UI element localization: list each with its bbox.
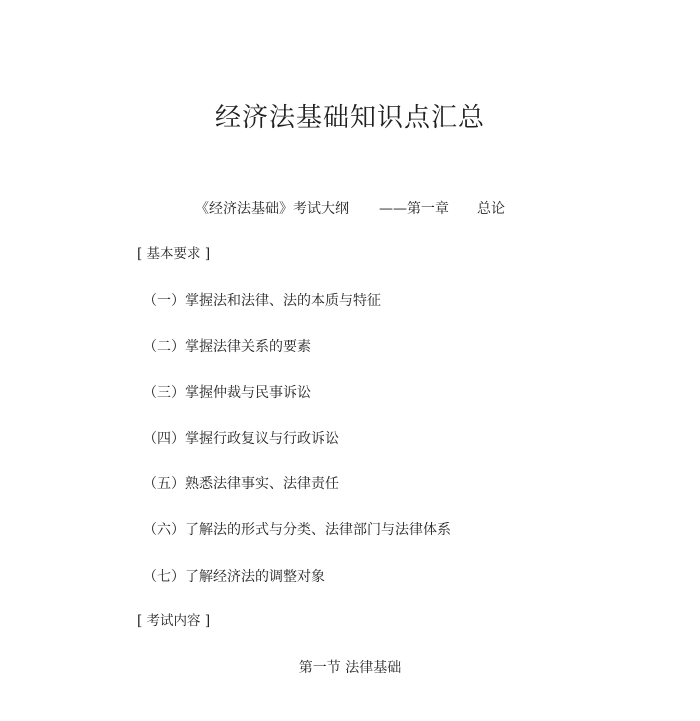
- chapter-label: ——第一章: [379, 201, 449, 217]
- page-title: 经济法基础知识点汇总: [214, 103, 485, 133]
- list-item: （三）掌握仲裁与民事诉讼: [143, 385, 311, 401]
- list-item: （一）掌握法和法律、法的本质与特征: [143, 293, 381, 309]
- list-item: （五）熟悉法律事实、法律责任: [143, 476, 339, 492]
- basic-requirements-header: [ 基本要求 ]: [137, 246, 211, 262]
- chapter-name: 总论: [477, 201, 505, 217]
- list-item: （四）掌握行政复议与行政诉讼: [143, 431, 339, 447]
- list-item: （二）掌握法律关系的要素: [143, 339, 311, 355]
- list-item: （六）了解法的形式与分类、法律部门与法律体系: [143, 522, 451, 538]
- section-title: 第一节 法律基础: [298, 660, 402, 676]
- outline-name: 《经济法基础》考试大纲: [195, 201, 349, 217]
- outline-subtitle: [0, 199, 700, 219]
- list-item: （七）了解经济法的调整对象: [143, 569, 325, 585]
- exam-content-header: [ 考试内容 ]: [137, 613, 211, 629]
